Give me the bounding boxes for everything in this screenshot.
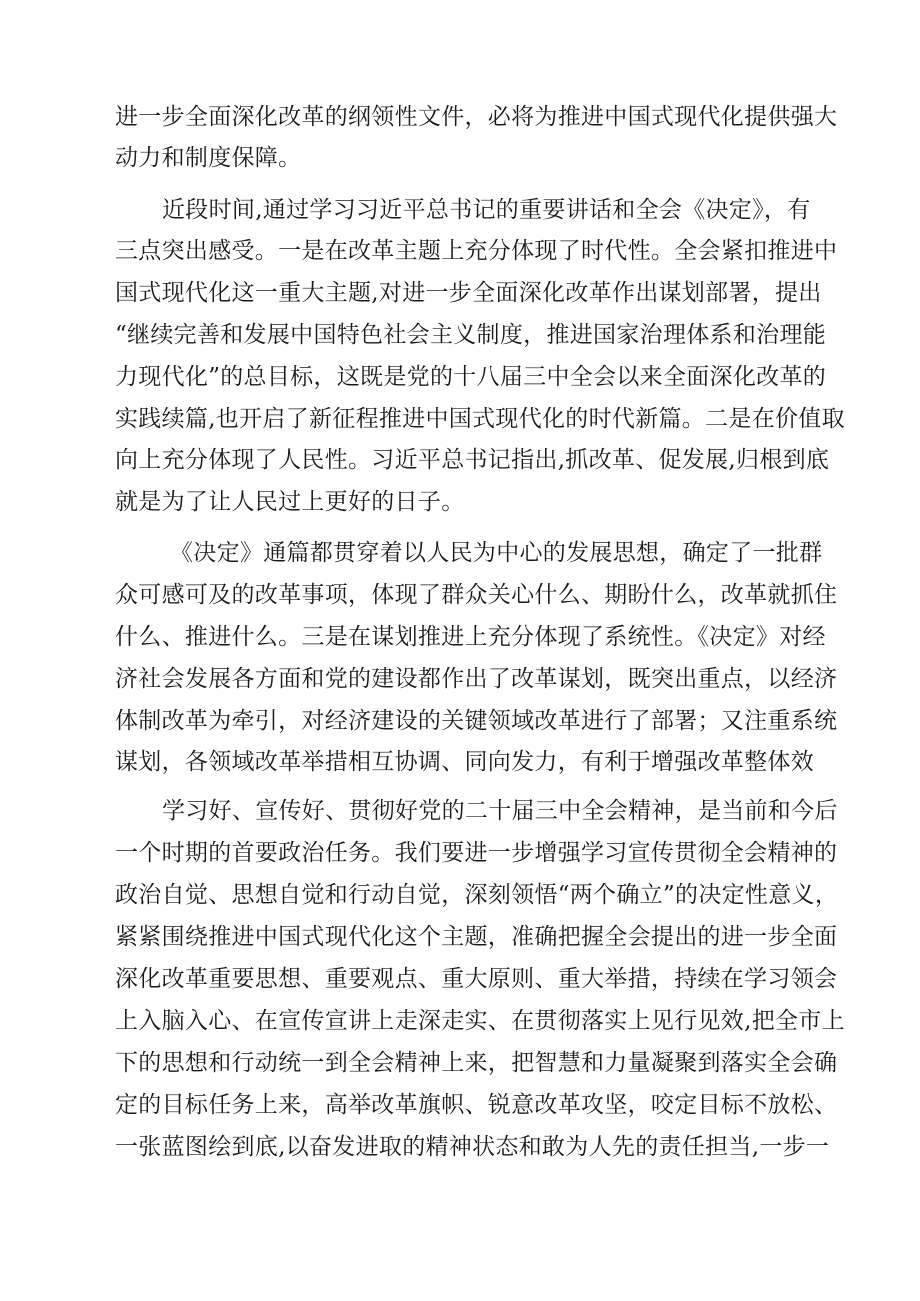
text-line: 动力和制度保障。	[115, 145, 302, 171]
text-line: 谋划，各领域改革举措相互协调、同向发力，有利于增强改革整体效	[115, 749, 814, 775]
text-line: 什么、推进什么。三是在谋划推进上充分体现了系统性。《决定》对经	[115, 624, 826, 650]
text-line: 众可感可及的改革事项，体现了群众关心什么、期盼什么，改革就抓住	[115, 582, 838, 608]
text-line: 体制改革为牵引，对经济建设的关键领域改革进行了部署；又注重系统	[115, 708, 838, 734]
text-line: 《决定》通篇都贯穿着以人民为中心的发展思想，确定了一批群	[170, 540, 823, 566]
text-line: “继续完善和发展中国特色社会主义制度，推进国家治理体系和治理能	[115, 322, 827, 348]
text-line: 济社会发展各方面和党的建设都作出了改革谋划，既突出重点，以经济	[115, 666, 838, 692]
text-line: 上入脑入心、在宣传宣讲上走深走实、在贯彻落实上见行见效,把全市上	[115, 1008, 845, 1034]
text-line: 就是为了让人民过上更好的日子。	[115, 489, 465, 515]
text-line: 国式现代化这一重大主题,对进一步全面深化改革作出谋划部署，提出	[115, 280, 822, 306]
text-line: 政治自觉、思想自觉和行动自觉，深刻领悟“两个确立”的决定性意义，	[115, 882, 839, 908]
text-line: 深化改革重要思想、重要观点、重大原则、重大举措，持续在学习领会	[115, 966, 838, 992]
text-line: 一张蓝图绘到底,以奋发进取的精神状态和敢为人先的责任担当,一步一	[115, 1134, 830, 1160]
text-line: 一个时期的首要政治任务。我们要进一步增强学习宣传贯彻全会精神的	[115, 840, 838, 866]
text-line: 力现代化”的总目标，这既是党的十八届三中全会以来全面深化改革的	[115, 364, 827, 390]
text-line: 定的目标任务上来，高举改革旗帜、锐意改革攻坚，咬定目标不放松、	[115, 1092, 838, 1118]
text-line: 进一步全面深化改革的纲领性文件，必将为推进中国式现代化提供强大	[115, 104, 838, 130]
text-line: 下的思想和行动统一到全会精神上来，把智慧和力量凝聚到落实全会确	[115, 1050, 838, 1076]
text-line: 实践续篇,也开启了新征程推进中国式现代化的时代新篇。二是在价值取	[115, 406, 845, 432]
text-line: 三点突出感受。一是在改革主题上充分体现了时代性。全会紧扣推进中	[115, 238, 838, 264]
text-line: 近段时间,通过学习习近平总书记的重要讲话和全会《决定》，有	[162, 197, 811, 223]
text-line: 学习好、宣传好、贯彻好党的二十届三中全会精神，是当前和今后	[162, 798, 838, 824]
text-line: 向上充分体现了人民性。习近平总书记指出,抓改革、促发展,归根到底	[115, 447, 830, 473]
text-line: 紧紧围绕推进中国式现代化这个主题，准确把握全会提出的进一步全面	[115, 924, 838, 950]
